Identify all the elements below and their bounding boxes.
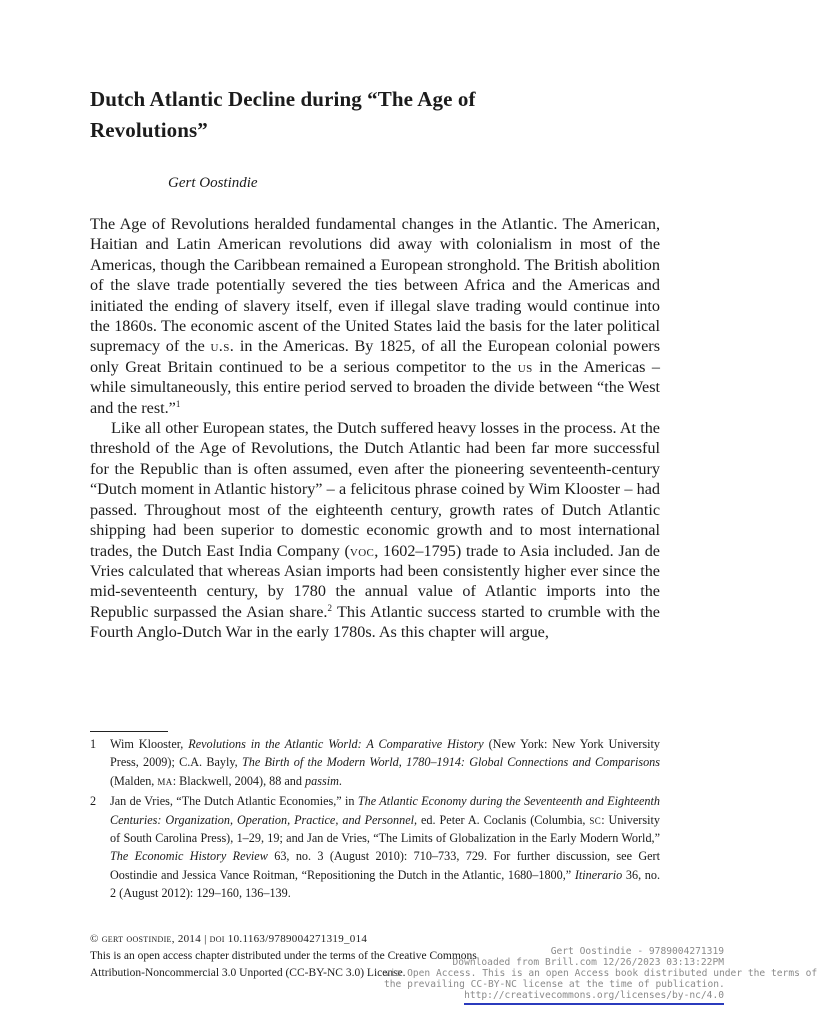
license-line-2: Attribution-Noncommercial 3.0 Unported (CC-BY-NC 3.0) License.	[90, 967, 406, 979]
body-text	[90, 214, 660, 643]
license-line-1: This is an open access chapter distributed under the terms of the Creative Commons	[90, 950, 477, 962]
chapter-author: Gert Oostindie	[168, 175, 258, 191]
paragraph-1-text-c: in the Americas – while simultaneously, this entire period served to broaden the divide between “the West and the rest.”	[90, 357, 660, 417]
watermark-line-4: the prevailing CC-BY-NC license at the time of publication.	[384, 979, 725, 990]
paragraph-2-text-b: , 1602–1795) trade to Asia included. Jan de Vries calculated that whereas Asian imports had been consistently higher ever since the mid-seventeenth century, by 1780 the annual value of Atlantic imports into the Republic surpassed the Asian share.	[90, 541, 660, 621]
footnote-2-text-e: 36, no. 2 (August 2012): 129–160, 136–139.	[110, 867, 660, 901]
footnote-2-title-b: The Economic History Review	[110, 849, 268, 864]
footnote-1-title-a: Revolutions in the Atlantic World: A Comparative History	[188, 737, 484, 751]
abbr-voc: voc	[349, 541, 375, 560]
watermark-line-2: Downloaded from Brill.com 12/26/2023 03:13:22PM	[452, 957, 724, 968]
paragraph-1-text-a: The Age of Revolutions heralded fundamental changes in the Atlantic. The American, Haitian and Latin American revolutions did away with colonialism in most of the Americas, though the Caribbean remained a European stronghold. The British abolition of the slave trade potentially severed the ties between Africa and the Americas and initiated the ending of slavery itself, even if illegal slave trading would continue into the 1860s. The economic ascent of the United States laid the basis for the later political supremacy of the	[90, 215, 660, 356]
footnote-2-text-b: ed. Peter A. Coclanis (Columbia,	[417, 812, 590, 827]
paragraph-2-text-a: Like all other European states, the Dutch suffered heavy losses in the process. At the threshold of the Age of Revolutions, the Dutch Atlantic had been far more successful for the Republic than is often assumed, even after the pioneering seventeenth-century “Dutch moment in Atlantic history” – a felicitous phrase coined by Wim Klooster – had passed. Throughout most of the eighteenth century, growth rates of Dutch Atlantic shipping had been superior to domestic economic growth and to most international trades, the Dutch East India Company (	[90, 419, 660, 560]
footnote-1-text-e: .	[338, 773, 342, 788]
paragraph-2-text-c: This Atlantic success started to crumble with the Fourth Anglo-Dutch War in the early 1780s. As this chapter will argue,	[90, 602, 660, 642]
footnote-2-text-c: : University of South Carolina Press), 1–29, 19; and Jan de Vries, “The Limits of Globalization in the Early Modern World,”	[110, 812, 660, 846]
footnote-1-text-c: (Malden,	[110, 773, 158, 788]
footnote-2-text-d: 63, no. 3 (August 2010): 710–733, 729. For further discussion, see Gert Oostindie and Jessica Vance Roitman, “Repositioning the Dutch in the Atlantic, 1680–1800,”	[110, 849, 661, 882]
footnote-text	[110, 735, 660, 790]
footnote-number: 2	[90, 794, 97, 809]
footnote-1-text-a: Wim Klooster,	[110, 737, 189, 751]
copyright-doi-line: © gert oostindie, 2014 | doi 10.1163/9789004271319_014	[90, 933, 368, 945]
abbr-ma: ma	[157, 773, 173, 788]
footnote-1	[90, 735, 660, 790]
footnote-1-title-b: The Birth of the Modern World, 1780–1914: Global Connections and Comparisons	[241, 755, 660, 770]
footnote-ref-1[interactable]: 1	[175, 398, 181, 409]
footnote-1-passim: passim	[305, 773, 339, 788]
footnote-1-text-b: (New York: New York University Press, 2009); C.A. Bayly,	[110, 737, 661, 770]
footnote-2-title-a: The Atlantic Economy during the Seventeenth and Eighteenth Centuries: Organization, Operation, Practice, and Personnel,	[110, 794, 660, 827]
chapter-title: Dutch Atlantic Decline during “The Age of Revolutions”	[90, 87, 476, 142]
footnote-separator	[90, 731, 168, 732]
footnotes	[90, 735, 660, 905]
footnote-text	[110, 792, 660, 902]
license-link[interactable]: http://creativecommons.org/licenses/by-nc/4.0	[464, 990, 724, 1005]
abbr-sc: sc	[589, 812, 602, 827]
paragraph-2	[90, 418, 660, 642]
paragraph-1-text-b: in the Americas. By 1825, of all the European colonial powers only Great Britain continued to be a serious competitor to the	[90, 337, 660, 376]
footnote-2-title-c: Itinerario	[574, 867, 623, 882]
footnote-1-text-d: : Blackwell, 2004), 88 and	[172, 773, 306, 788]
footnote-ref-2[interactable]: 2	[327, 602, 332, 613]
download-watermark	[384, 946, 817, 1001]
footnote-number: 1	[90, 737, 97, 751]
abbr-us: u.s.	[210, 337, 235, 356]
footnote-2-text-a: Jan de Vries, “The Dutch Atlantic Economies,” in	[110, 794, 358, 809]
watermark-line-3: via Open Access. This is an open Access book distributed under the terms of	[384, 968, 817, 979]
abbr-us-2: us	[517, 357, 533, 376]
watermark-line-1: Gert Oostindie - 9789004271319	[550, 946, 724, 957]
paragraph-1	[90, 214, 660, 418]
footnote-2	[90, 792, 660, 902]
